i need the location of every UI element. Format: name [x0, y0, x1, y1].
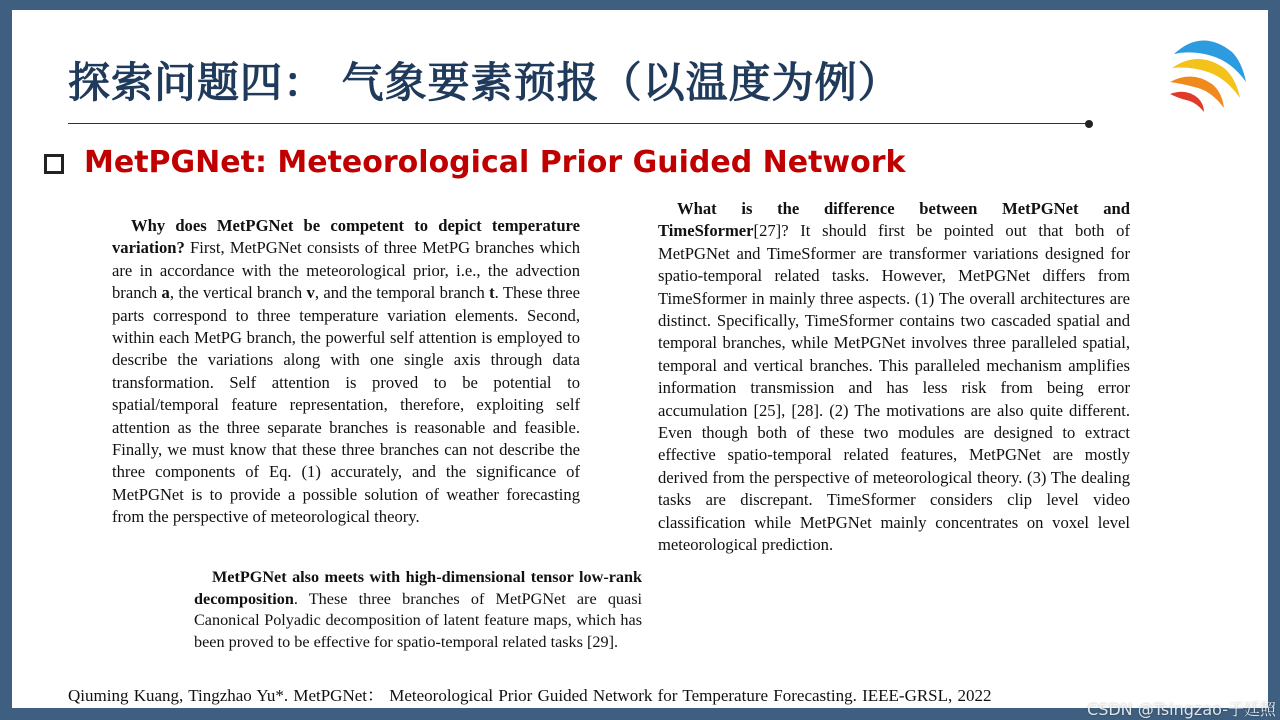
brand-logo-icon — [1162, 32, 1252, 112]
p2-lead: MetPGNet also meets with high-dimensional tensor low-rank decomposition — [194, 568, 642, 608]
citation: Qiuming Kuang, Tingzhao Yu*. MetPGNet： Meteorological Prior Guided Network for Temperature Forecasting. IEEE-GRSL, 2022 — [68, 686, 992, 705]
bullet-square-icon — [44, 154, 64, 174]
p1-lead: Why does MetPGNet be competent to depict temperature variation? — [112, 216, 580, 258]
title-divider — [68, 123, 1089, 124]
logo-swoosh-red — [1170, 92, 1204, 112]
section-heading — [44, 145, 905, 180]
paragraph-tensor-decomposition — [194, 567, 642, 653]
p1-text-d: . These three parts correspond to three temperature variation elements. Second, within each MetPG branch, the powerful self attention is employed to describe the variations along with one single axis through data transformation. Self attention is proved to be potential to spatial/temporal feature representation, therefore, exploiting self attention as the three separate branches is reasonable and feasible. Finally, we must know that these three branches can not describe the three components of Eq. (1) accurately, and the significance of MetPGNet is to provide a possible solution of weather forecasting from the perspective of meteorological theory. — [112, 283, 580, 527]
paragraph-competence — [112, 215, 580, 529]
p1-text-a: First, MetPGNet consists of three MetPG branches which are in accordance with the meteorological prior, i.e., the advection branch — [112, 238, 580, 303]
section-heading-text: MetPGNet: Meteorological Prior Guided Network — [84, 145, 906, 180]
p2-text: . These three branches of MetPGNet are quasi Canonical Polyadic decomposition of latent feature maps, which has been proved to be effective for spatio-temporal related tasks [29]. — [194, 589, 642, 651]
p3-lead: What is the difference between MetPGNet and TimeSformer — [658, 199, 1130, 241]
p1-branch-t: t — [489, 283, 495, 303]
p1-branch-a: a — [161, 283, 170, 303]
paragraph-timesformer-difference — [658, 198, 1130, 557]
watermark: CSDN @Tsingzao-于廷照 — [1087, 700, 1276, 719]
p3-text: [27]? It should first be pointed out that both of MetPGNet and TimeSformer are transformer variations designed for spatio-temporal related tasks. However, MetPGNet differs from TimeSformer in mainly three aspects. (1) The overall architectures are distinct. Specifically, TimeSformer contains two cascaded spatial and temporal branches, while MetPGNet involves three paralleled spatial, temporal and vertical branches. This paralleled mechanism amplifies information transmission and has less risk from being error accumulation [25], [28]. (2) The motivations are also quite different. Even though both of these two modules are designed to extract effective spatio-temporal related features, MetPGNet are mostly derived from the perspective of meteorological theory. (3) The dealing tasks are discrepant. TimeSformer considers clip level video classification while MetPGNet mainly concentrates on voxel level meteorological prediction. — [658, 221, 1130, 555]
p1-text-c: , and the temporal branch — [314, 283, 490, 303]
p1-branch-v: v — [306, 283, 315, 303]
divider-end-dot — [1085, 120, 1093, 128]
slide — [12, 10, 1268, 708]
slide-title: 探索问题四： 气象要素预报（以温度为例） — [68, 58, 901, 107]
p1-text-b: , the vertical branch — [169, 283, 307, 303]
